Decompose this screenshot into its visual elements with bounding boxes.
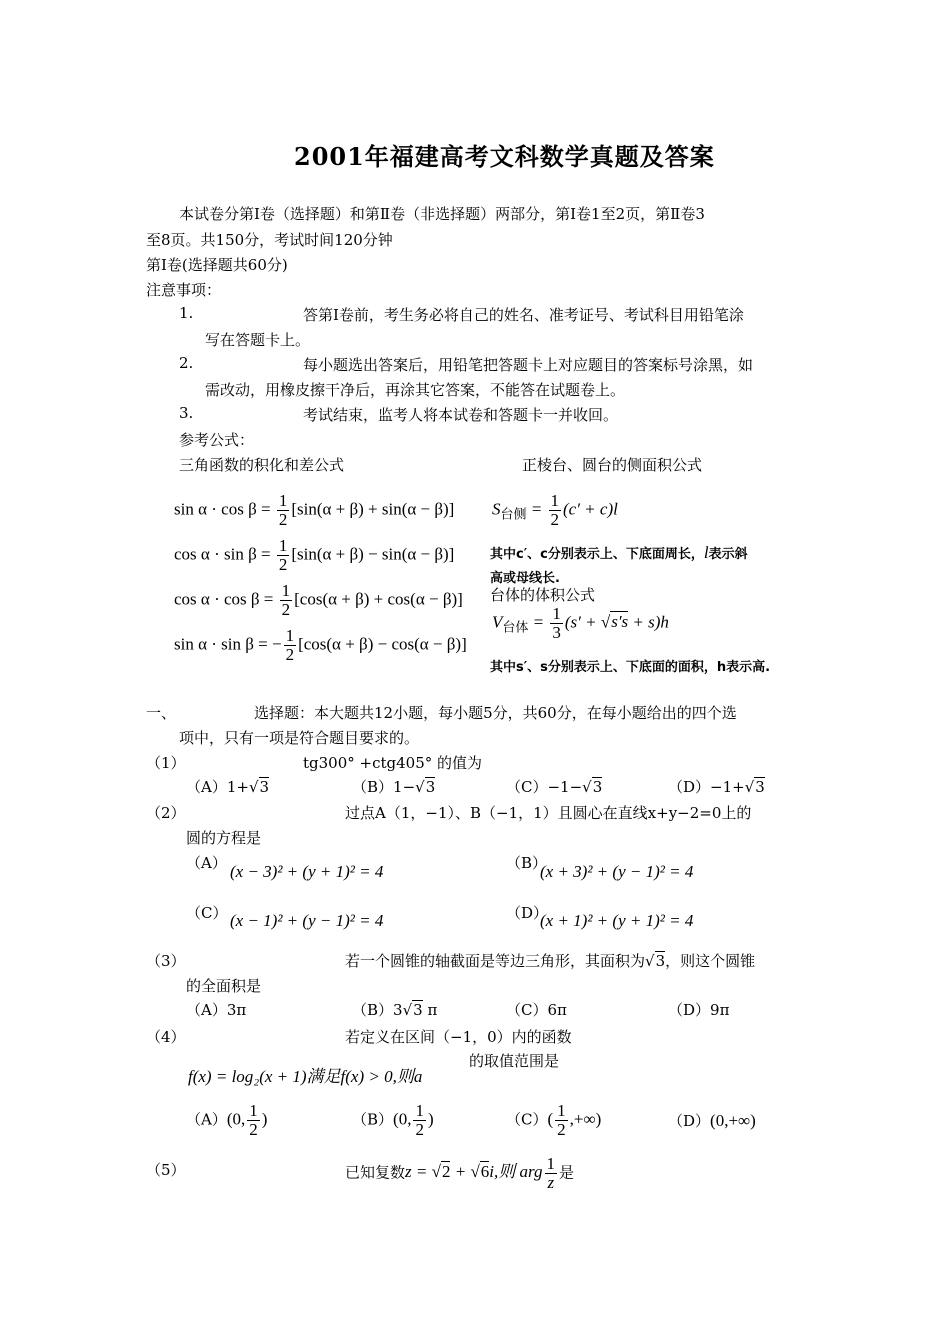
page-title: 2001年福建高考文科数学真题及答案 bbox=[294, 142, 715, 171]
trig-rhs: [sin(α + β) + sin(α − β)] bbox=[291, 499, 455, 519]
q2-option-a-label: （A） bbox=[186, 854, 227, 872]
q4-option-c: （C）( $\frac{1}{2}$ ,+∞) bbox=[506, 1101, 602, 1139]
trig-rhs: [cos(α + β) − cos(α − β)] bbox=[298, 634, 467, 654]
q2-num: （2） bbox=[146, 804, 186, 822]
note-1-line-2: 写在答题卡上。 bbox=[205, 331, 311, 349]
lateral-area-note-2: 高或母线长. bbox=[490, 571, 560, 586]
trig-lhs: cos α · sin β = bbox=[174, 544, 275, 564]
half-fraction: $\frac{1}{2}$ bbox=[285, 626, 295, 664]
reciprocal-fraction: $\frac{1}{z}$ bbox=[546, 1154, 555, 1192]
q3-stem: 若一个圆锥的轴截面是等边三角形，其面积为√3，则这个圆锥 bbox=[345, 952, 756, 970]
q5-stem: 已知复数z = √2 + √6i,则 arg $\frac{1}{z}$ 是 bbox=[345, 1154, 575, 1192]
q1-num: （1） bbox=[146, 754, 186, 772]
intro-line-2: 至8页。共150分，考试时间120分钟 bbox=[146, 231, 393, 249]
trig-formula-3 bbox=[174, 582, 463, 619]
trig-rhs: [cos(α + β) + cos(α − β)] bbox=[294, 589, 463, 609]
trig-formula-1 bbox=[174, 492, 454, 529]
note-1-num: 1. bbox=[179, 304, 194, 322]
third-fraction: $\frac{1}{3}$ bbox=[552, 604, 561, 642]
trig-formula-2 bbox=[174, 537, 454, 574]
note-3-num: 3. bbox=[179, 404, 194, 422]
q5-num: （5） bbox=[146, 1161, 186, 1179]
section-line-2: 项中，只有一项是符合题目要求的。 bbox=[179, 729, 420, 747]
half-fraction: $\frac{1}{2}$ bbox=[281, 581, 291, 619]
q4-expr: f(x) = log₂(x + 1)满足f(x) > 0,则a bbox=[188, 1067, 423, 1086]
q2-option-a-expr: (x − 3)² + (y + 1)² = 4 bbox=[230, 862, 384, 881]
formulas-heading: 参考公式： bbox=[179, 431, 255, 449]
q1-option-b: （B）1−√3 bbox=[352, 778, 436, 796]
q4-option-a: （A）(0, $\frac{1}{2}$ ) bbox=[186, 1101, 268, 1139]
note-3-line-1: 考试结束，监考人将本试卷和答题卡一并收回。 bbox=[303, 406, 619, 424]
trig-rhs: [sin(α + β) − sin(α − β)] bbox=[291, 544, 455, 564]
q2-option-c-expr: (x − 1)² + (y − 1)² = 4 bbox=[230, 911, 384, 930]
q3-num: （3） bbox=[146, 952, 186, 970]
half-fraction: $\frac{1}{2}$ bbox=[557, 1101, 566, 1139]
q1-option-c: （C）−1−√3 bbox=[506, 778, 603, 796]
q3-option-a: （A）3π bbox=[186, 1001, 247, 1019]
q4-stem: 若定义在区间（−1，0）内的函数 bbox=[345, 1028, 572, 1046]
intro-line-1: 本试卷分第Ⅰ卷（选择题）和第Ⅱ卷（非选择题）两部分，第Ⅰ卷1至2页，第Ⅱ卷3 bbox=[179, 205, 705, 223]
q1-option-d: （D）−1+√3 bbox=[668, 778, 765, 796]
trig-formula-block bbox=[174, 492, 471, 672]
q4-option-b: （B）(0, $\frac{1}{2}$ ) bbox=[352, 1101, 434, 1139]
note-2-num: 2. bbox=[179, 354, 194, 372]
trig-formula-4: sin α · sin β = − $\frac{1}{2}$ [cos(α + β) − cos(α − β)] bbox=[174, 626, 467, 664]
half-fraction: $\frac{1}{2}$ bbox=[278, 492, 288, 529]
trig-lhs: cos α · cos β = bbox=[174, 589, 278, 609]
q2-stem-2: 圆的方程是 bbox=[186, 829, 262, 847]
notice-heading: 注意事项： bbox=[146, 281, 222, 299]
q4-tail: 的取值范围是 bbox=[469, 1052, 560, 1070]
trig-lhs: sin α · sin β = bbox=[174, 634, 272, 654]
trig-lhs: sin α · cos β = bbox=[174, 499, 275, 519]
half-fraction: $\frac{1}{2}$ bbox=[249, 1101, 258, 1139]
q2-stem: 过点A（1，−1）、B（−1，1）且圆心在直线x+y−2=0上的 bbox=[345, 804, 752, 822]
section-num: 一、 bbox=[146, 704, 177, 722]
note-1-line-1: 答第Ⅰ卷前，考生务必将自己的姓名、准考证号、考试科目用铅笔涂 bbox=[303, 306, 744, 324]
half-fraction: $\frac{1}{2}$ bbox=[415, 1101, 424, 1139]
q2-option-b-label: （B） bbox=[506, 854, 548, 872]
trig-formula-heading: 三角函数的积化和差公式 bbox=[179, 456, 345, 474]
note-2-line-1: 每小题选出答案后，用铅笔把答题卡上对应题目的答案标号涂黑，如 bbox=[303, 356, 754, 374]
section-line-1: 选择题：本大题共12小题，每小题5分，共60分，在每小题给出的四个选 bbox=[254, 704, 737, 722]
volume-heading: 台体的体积公式 bbox=[490, 586, 596, 604]
half-fraction: $\frac{1}{2}$ bbox=[278, 536, 288, 574]
q1-option-a: （A）1+√3 bbox=[186, 778, 270, 796]
q4-option-d: （D）(0,+∞) bbox=[668, 1111, 756, 1130]
half-fraction: $\frac{1}{2}$ bbox=[550, 491, 559, 529]
q2-option-d-expr: (x + 1)² + (y + 1)² = 4 bbox=[540, 911, 694, 930]
q3-option-c: （C）6π bbox=[506, 1001, 567, 1019]
q3-option-d: （D）9π bbox=[668, 1001, 730, 1019]
q1-stem: tg300° +ctg405° 的值为 bbox=[303, 754, 483, 772]
q4-num: （4） bbox=[146, 1028, 186, 1046]
q3-option-b: （B）3√3 π bbox=[352, 1001, 438, 1019]
lateral-area-formula: $S_{台侧}$ = $\frac{1}{2}$ (c′ + c)l bbox=[492, 491, 618, 529]
q3-stem-2: 的全面积是 bbox=[186, 977, 262, 995]
q2-option-b-expr: (x + 3)² + (y − 1)² = 4 bbox=[540, 862, 694, 881]
q2-option-d-label: （D） bbox=[506, 904, 549, 922]
volume-note: 其中s′、s分别表示上、下底面的面积，h表示高. bbox=[490, 660, 771, 675]
lateral-area-note: 其中c′、c分别表示上、下底面周长，l表示斜 bbox=[490, 543, 748, 562]
q2-option-c-label: （C） bbox=[186, 904, 228, 922]
lateral-area-heading: 正棱台、圆台的侧面积公式 bbox=[522, 456, 703, 474]
volume-formula: $V_{台体}$ = $\frac{1}{3}$ (s′ + √s′s + s)h bbox=[492, 604, 669, 642]
part-one-heading: 第Ⅰ卷(选择题共60分) bbox=[146, 256, 288, 274]
note-2-line-2: 需改动，用橡皮擦干净后，再涂其它答案，不能答在试题卷上。 bbox=[205, 381, 626, 399]
